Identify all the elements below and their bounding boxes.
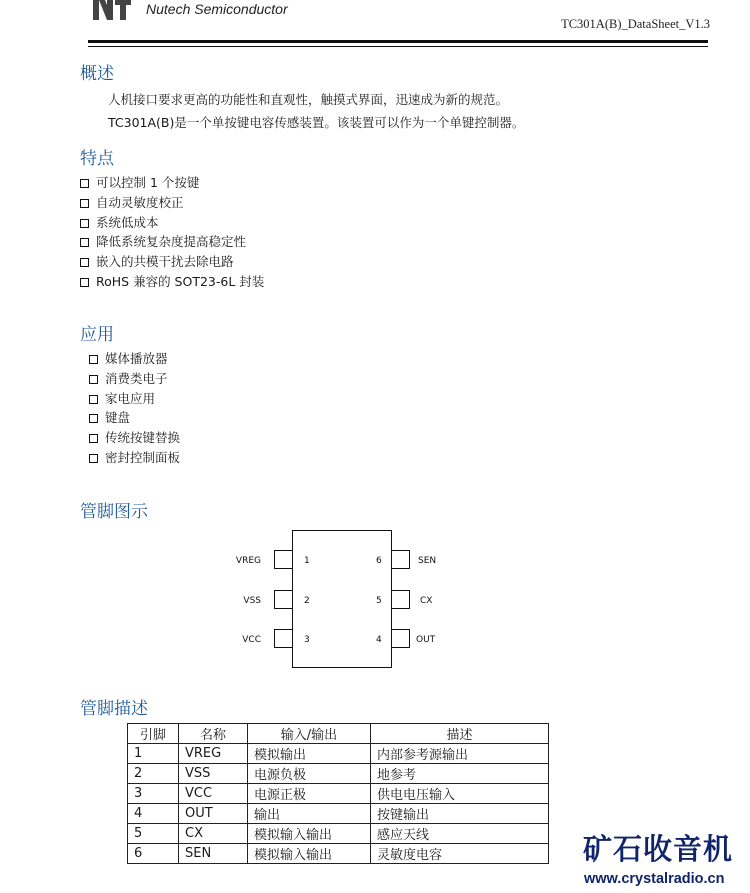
checkbox-icon (80, 179, 89, 188)
company-logo (93, 0, 131, 20)
table-cell: 供电电压输入 (371, 784, 549, 804)
pin-description-table (127, 723, 549, 864)
checkbox-icon (80, 219, 89, 228)
table-cell: VCC (179, 784, 248, 804)
pinout-diagram (230, 528, 450, 670)
checkbox-icon (80, 238, 89, 247)
table-cell: OUT (179, 804, 248, 824)
svg-text:SEN: SEN (418, 556, 437, 566)
list-item: 降低系统复杂度提高稳定性 (80, 232, 264, 252)
overview-heading: 概述 (80, 64, 114, 84)
company-name: Nutech Semiconductor (146, 1, 288, 17)
list-item: 消费类电子 (89, 369, 180, 389)
table-row (128, 824, 549, 844)
watermark-text: 矿石收音机 (583, 832, 734, 866)
checkbox-icon (89, 454, 98, 463)
applications-heading: 应用 (80, 325, 114, 345)
svg-text:3: 3 (304, 635, 310, 645)
table-cell: SEN (179, 844, 248, 864)
table-row (128, 844, 549, 864)
table-cell: VSS (179, 764, 248, 784)
table-cell: 模拟输出 (248, 744, 371, 764)
pinout-heading: 管脚图示 (80, 502, 148, 522)
svg-text:VCC: VCC (242, 635, 261, 645)
checkbox-icon (80, 278, 89, 287)
list-item: 可以控制 1 个按键 (80, 173, 264, 193)
list-item: 家电应用 (89, 389, 180, 409)
table-cell: 电源正极 (248, 784, 371, 804)
checkbox-icon (89, 434, 98, 443)
table-cell: 模拟输入输出 (248, 844, 371, 864)
table-cell: VREG (179, 744, 248, 764)
checkbox-icon (80, 258, 89, 267)
checkbox-icon (80, 199, 89, 208)
table-cell: 3 (128, 784, 179, 804)
table-header-row (128, 724, 549, 744)
watermark-url: www.crystalradio.cn (584, 871, 725, 887)
pin-description-heading: 管脚描述 (80, 699, 148, 719)
checkbox-icon (89, 355, 98, 364)
list-item: 媒体播放器 (89, 349, 180, 369)
features-list (80, 173, 264, 292)
table-cell: 灵敏度电容 (371, 844, 549, 864)
features-heading: 特点 (80, 149, 114, 169)
table-cell: CX (179, 824, 248, 844)
table-row (128, 744, 549, 764)
svg-text:CX: CX (420, 596, 433, 606)
table-row (128, 804, 549, 824)
table-cell: 5 (128, 824, 179, 844)
table-cell: 按键输出 (371, 804, 549, 824)
svg-text:2: 2 (304, 596, 310, 606)
svg-text:1: 1 (304, 556, 310, 566)
checkbox-icon (89, 395, 98, 404)
table-cell: 感应天线 (371, 824, 549, 844)
checkbox-icon (89, 414, 98, 423)
table-cell: 地参考 (371, 764, 549, 784)
table-cell: 内部参考源输出 (371, 744, 549, 764)
column-header: 输入/输出 (248, 724, 371, 744)
document-id: TC301A(B)_DataSheet_V1.3 (561, 17, 710, 31)
table-cell: 6 (128, 844, 179, 864)
table-cell: 输出 (248, 804, 371, 824)
checkbox-icon (89, 375, 98, 384)
list-item: 自动灵敏度校正 (80, 193, 264, 213)
header-rule (88, 40, 708, 43)
column-header: 描述 (371, 724, 549, 744)
table-cell: 模拟输入输出 (248, 824, 371, 844)
overview-paragraph-1: 人机接口要求更高的功能性和直观性，触摸式界面，迅速成为新的规范。 (108, 92, 509, 107)
table-cell: 2 (128, 764, 179, 784)
svg-text:5: 5 (376, 596, 382, 606)
table-cell: 电源负极 (248, 764, 371, 784)
table-cell: 1 (128, 744, 179, 764)
header-rule-thin (88, 46, 708, 47)
table-row (128, 784, 549, 804)
list-item: 传统按键替换 (89, 428, 180, 448)
column-header: 引脚 (128, 724, 179, 744)
svg-text:4: 4 (376, 635, 382, 645)
list-item: 系统低成本 (80, 213, 264, 233)
table-cell: 4 (128, 804, 179, 824)
svg-text:OUT: OUT (416, 635, 436, 645)
table-row (128, 764, 549, 784)
svg-text:6: 6 (376, 556, 382, 566)
svg-text:VREG: VREG (235, 556, 261, 566)
list-item: RoHS 兼容的 SOT23-6L 封装 (80, 272, 264, 292)
column-header: 名称 (179, 724, 248, 744)
svg-text:VSS: VSS (243, 596, 261, 606)
overview-paragraph-2: TC301A(B)是一个单按键电容传感装置。该装置可以作为一个单键控制器。 (108, 115, 525, 130)
list-item: 嵌入的共模干扰去除电路 (80, 252, 264, 272)
list-item: 密封控制面板 (89, 448, 180, 468)
applications-list (89, 349, 180, 468)
list-item: 键盘 (89, 408, 180, 428)
